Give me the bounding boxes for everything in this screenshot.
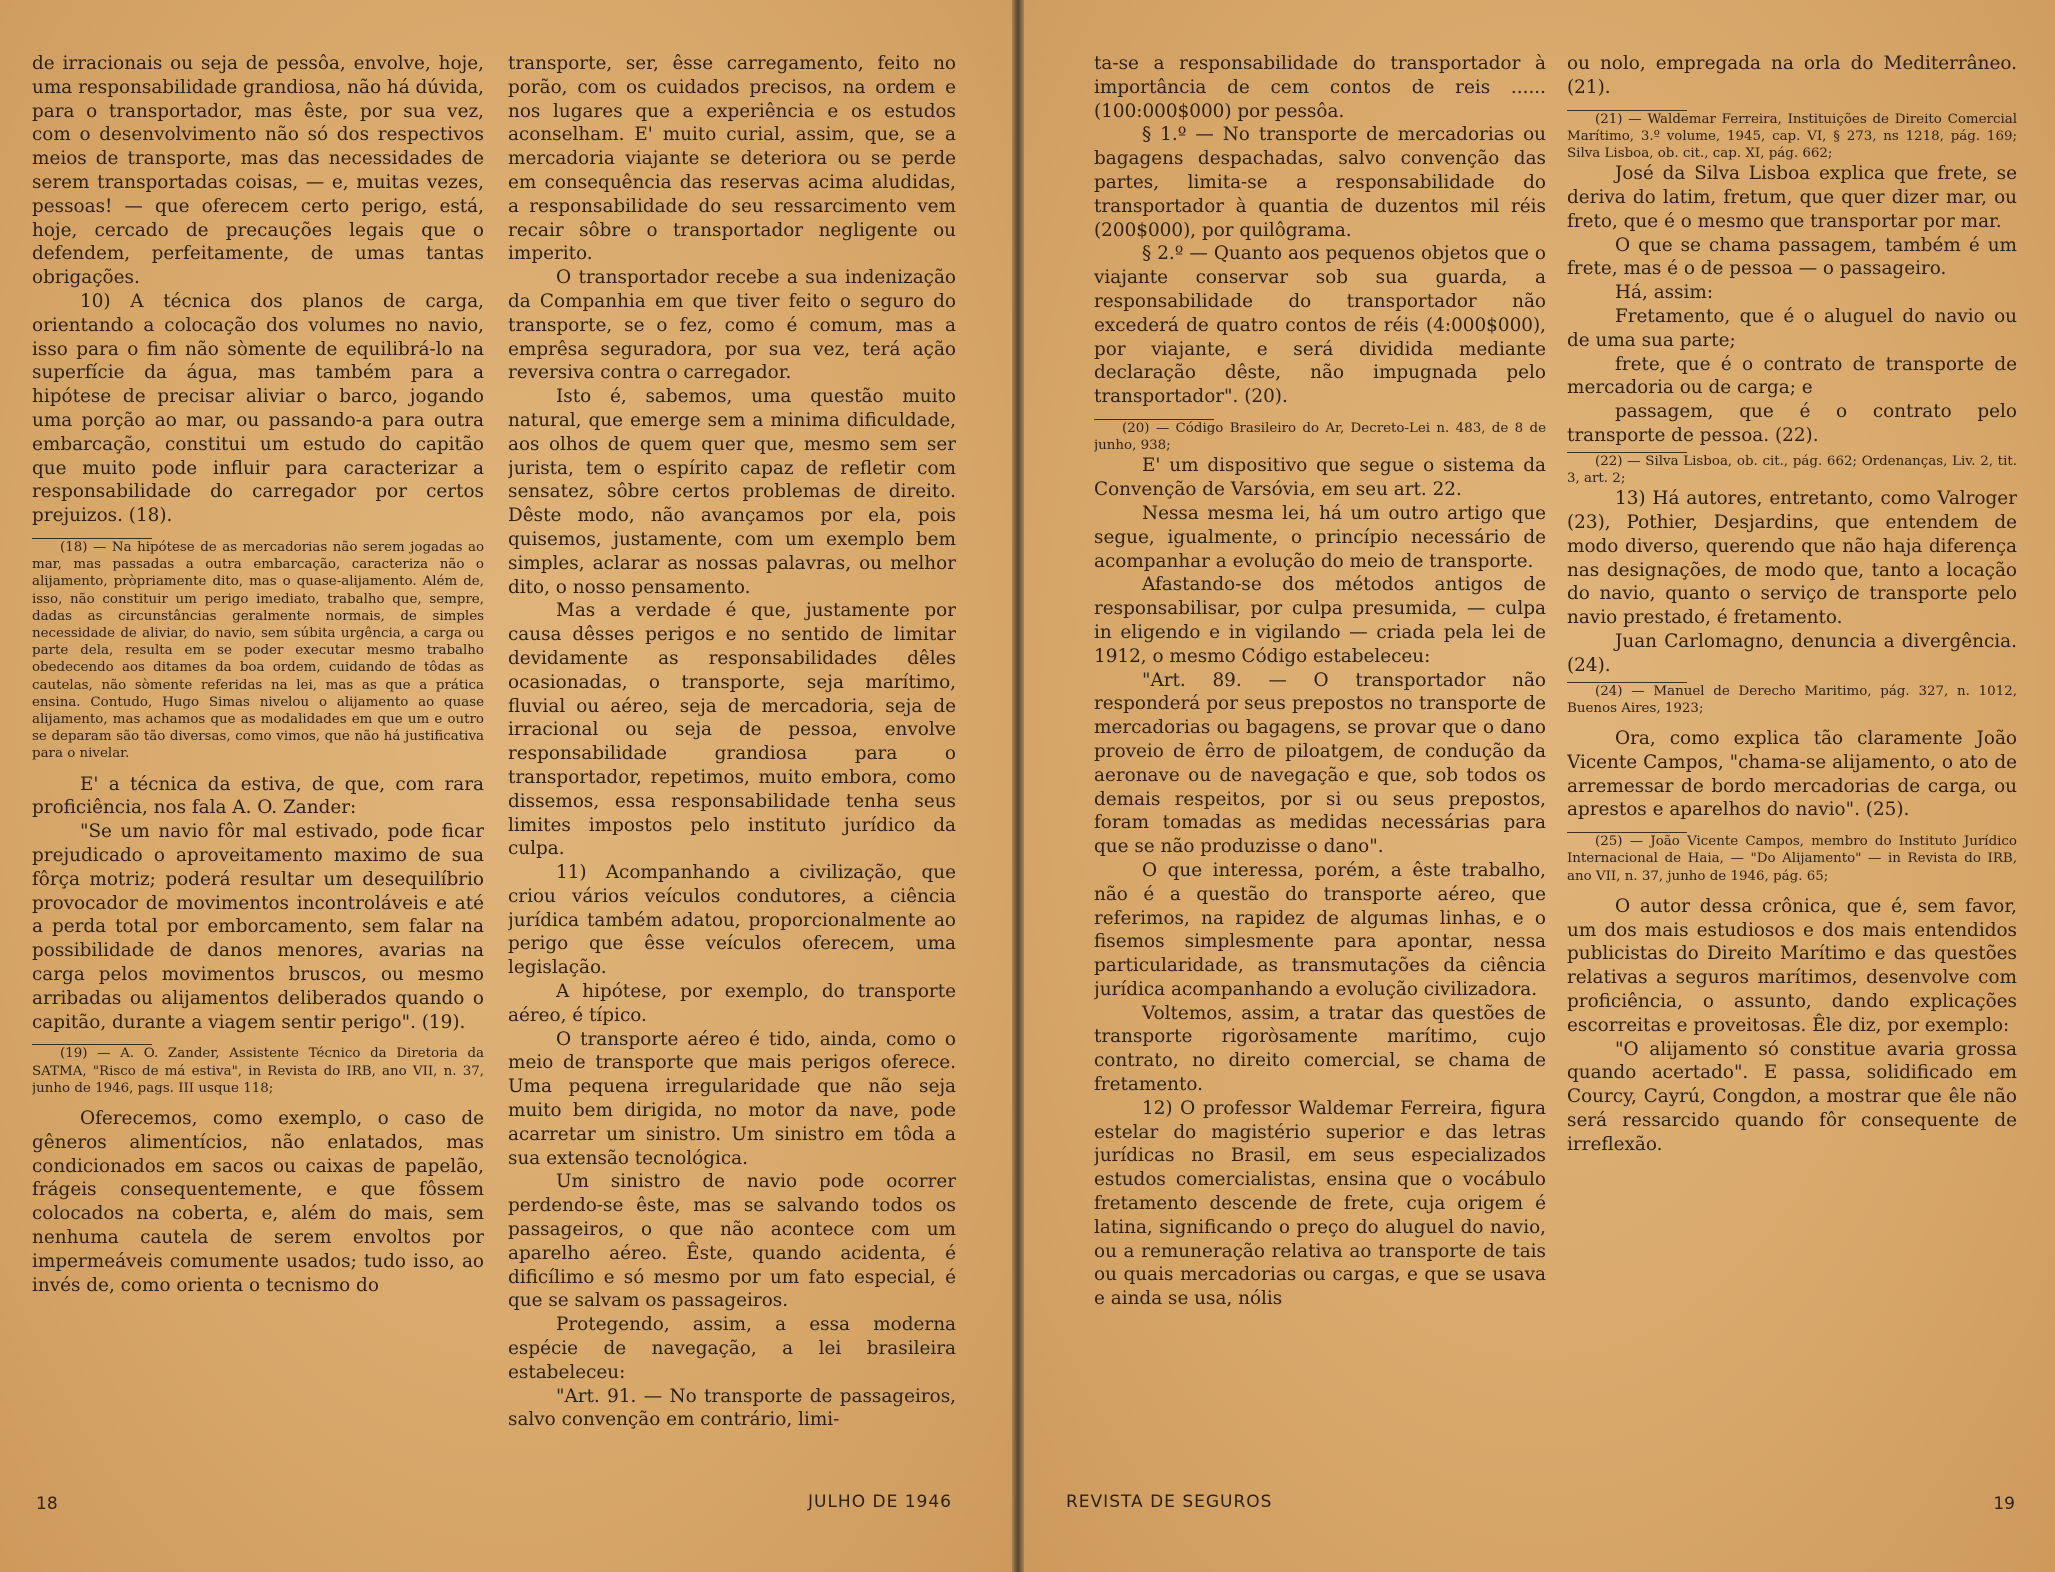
paragraph: O que se chama passagem, também é um frete, mas é o de pessoa — o passageiro. (1567, 234, 2017, 280)
paragraph: Nessa mesma lei, há um outro artigo que segue, igualmente, o princípio necessário de acompanhar a evolução do meio de transporte. (1094, 502, 1546, 572)
right-page (1024, 0, 2055, 1572)
paragraph: 11) Acompanhando a civilização, que criou vários veículos condutores, a ciência jurídica também adatou, proporcionalmente ao perigo que êsse veículos oferecem, uma legislação. (508, 862, 956, 979)
paragraph: de irracionais ou seja de pessôa, envolve, hoje, uma responsabilidade grandiosa, não há dúvida, para o transportador, mas êste, por sua vez, com o desenvolvimento não só dos respectivos meios de transporte, mas das necessidades de serem transportadas coisas, — e, muitas vezes, pessoas! — que oferecem certo perigo, está, hoje, cercado de precauções legais que o defendem, perfeitamente, de umas tantas obrigações. (32, 53, 484, 289)
paragraph: Mas a verdade é que, justamente por causa dêsses perigos e no sentido de limitar devidamente as responsabilidades dêles ocasionadas, o transporte, seja marítimo, fluvial ou aéreo, seja de mercadoria, seja de irracional ou seja de pessoa, envolve responsabilidade grandiosa para o transportador, repetimos, muito embora, como dissemos, essa responsabilidade tenha seus limites impostos pelo instituto jurídico da culpa. (508, 600, 956, 860)
footer-magazine-title: REVISTA DE SEGUROS (1066, 1492, 1273, 1512)
paragraph: O autor dessa crônica, que é, sem favor, um dos mais estudiosos e dos mais entendidos publicistas do Direito Marítimo e das questões relativas a seguros marítimos, desenvolve com proficiência, o assunto, dando explicações escorreitas e proveitosas. Êle diz, por exemplo: (1567, 895, 2017, 1036)
paragraph: Voltemos, assim, a tratar das questões de transporte rigoròsamente marítimo, cujo contrato, no direito comercial, se chama de fretamento. (1094, 1002, 1546, 1096)
paragraph: 10) A técnica dos planos de carga, orientando a colocação dos volumes no navio, isso para o fim não sòmente de equilibrá-lo na superfície da água, mas também para a hipótese de precisar aliviar o barco, jogando uma porção ao mar, ou passando-a para outra embarcação, constitui um estudo do capitão que muito pode influir para caracterizar a responsabilidade do carregador por certos prejuizos. (18). (32, 290, 484, 527)
paragraph: Há, assim: (1615, 282, 1714, 304)
paragraph: E' a técnica da estiva, de que, com rara proficiência, nos fala A. O. Zander: (32, 773, 484, 819)
right-column-2 (1567, 52, 2017, 1157)
paragraph: O transporte aéreo é tido, ainda, como o meio de transporte que mais perigos oferece. Uma pequena irregularidade que não seja muito bem dirigida, no motor da nave, pode acarretar um sinistro. Um sinistro em tôda a sua extensão tecnológica. (508, 1028, 956, 1169)
paragraph: Oferecemos, como exemplo, o caso de gêneros alimentícios, não enlatados, mas condicionados em sacos ou caixas de papelão, frágeis consequentemente, e que fôssem colocados na coberta, e, além do mais, sem nenhuma cautela de serem envoltos por impermeáveis comumente usados; tudo isso, ao invés de, como orienta o tecnismo do (32, 1107, 484, 1296)
paragraph: Isto é, sabemos, uma questão muito natural, que emerge sem a minima dificuldade, aos olhos de quem quer que, mesmo sem ser jurista, tem o espírito capaz de refletir com sensatez, sôbre certos problemas de direito. Dêste modo, não avançamos por ela, pois quisemos, justamente, com um exemplo bem simples, aclarar as nossas palavras, ou melhor dito, o nosso pensamento. (508, 386, 956, 598)
paragraph: ou nolo, empregada na orla do Mediterrâneo. (21). (1567, 53, 2017, 98)
quote-paragraph: "Art. 89. — O transportador não responderá por seus prepostos no transporte de mercadorias ou bagagens, se provar que o dano proveio de êrro de piloatgem, de condução da aeronave ou de navegação e que, sob todos os demais respeitos, por si ou seus prepostos, foram tomadas as medidas necessárias para que se não produzisse o dano". (1094, 669, 1546, 858)
left-column-1 (32, 52, 484, 1297)
page-number: 18 (36, 1494, 58, 1514)
paragraph: Ora, como explica tão claramente João Vicente Campos, "chama-se alijamento, o ato de arremessar de bordo mercadorias de carga, ou aprestos e aparelhos do navio". (25). (1567, 727, 2017, 821)
quote-paragraph: "Art. 91. — No transporte de passageiros, salvo convenção em contrário, limi- (508, 1385, 956, 1431)
paragraph: 13) Há autores, entretanto, como Valroger (23), Pothier, Desjardins, que entendem de modo diverso, querendo que não haja diferença nas designações, de modo que, tanto a locação do navio, quanto o serviço de transporte pelo navio prestado, é fretamento. (1567, 488, 2017, 629)
paragraph: Um sinistro de navio pode ocorrer perdendo-se êste, mas se salvando todos os passageiros, o que não acontece com um aparelho aéreo. Êste, quando acidenta, é dificílimo e só mesmo por um fato especial, é que se salvam os passageiros. (508, 1171, 956, 1312)
paragraph: José da Silva Lisboa explica que frete, se deriva do latim, fretum, que quer dizer mar, ou freto, que é o mesmo que transportar por mar. (1567, 163, 2017, 232)
paragraph: A hipótese, por exemplo, do transporte aéreo, é típico. (508, 981, 956, 1026)
paragraph: § 1.º — No transporte de mercadorias ou bagagens despachadas, salvo convenção das partes, limita-se a responsabilidade do transportador à quantia de duzentos mil réis (200$000), por quilôgrama. (1094, 124, 1546, 241)
page-number: 19 (1993, 1494, 2015, 1514)
footer-date: JULHO DE 1946 (808, 1492, 952, 1512)
footnote-24: (24) — Manuel de Derecho Maritimo, pág. 327, n. 1012, Buenos Aires, 1923; (1567, 683, 2017, 716)
paragraph: ta-se a responsabilidade do transportador à importância de cem contos de reis ...... (100:000$000) por pessôa. (1094, 53, 1546, 122)
paragraph: passagem, que é o contrato pelo transporte de pessoa. (22). (1567, 401, 2017, 446)
paragraph: Juan Carlomagno, denuncia a divergência. (24). (1567, 630, 2017, 676)
footnote-21: (21) — Waldemar Ferreira, Instituições de Direito Comercial Marítimo, 3.º volume, 1945, cap. VI, § 273, ns 1218, pág. 169; Silva Lisboa, ob. cit., cap. XI, pág. 662; (1567, 111, 2017, 161)
paragraph: frete, que é o contrato de transporte de mercadoria ou de carga; e (1567, 353, 2017, 399)
paragraph: 12) O professor Waldemar Ferreira, figura estelar do magistério superior e das letras jurídicas no Brasil, em seus especializados estudos comercialistas, ensina que o vocábulo fretamento descende de frete, cuja origem é latina, significando o preço do aluguel do navio, ou a remuneração relativa ao transporte de tais ou quais mercadorias ou cargas, e que se usava e ainda se usa, nólis (1094, 1097, 1546, 1310)
quote-paragraph: "O alijamento só constitue avaria grossa quando acertado". E passa, solidificado em Courcy, Cayrú, Congdon, a mostrar que êle não será ressarcido quando fôr consequente de irreflexão. (1567, 1038, 2017, 1155)
left-column-2 (508, 52, 956, 1432)
binding-gutter (1012, 0, 1024, 1572)
quote-paragraph: "Se um navio fôr mal estivado, pode ficar prejudicado o aproveitamento maximo de sua fôrça motriz; poderá resultar um desequilíbrio provocador de movimentos incontroláveis e até a perda total por emborcamento, sem falar na possibilidade de danos menores, avarias na carga pelos movimentos bruscos, ou mesmo arribadas ou alijamentos deliberados quando o capitão, durante a viagem sentir perigo". (19). (32, 821, 484, 1033)
footnote-25: (25) — João Vicente Campos, membro do Instituto Jurídico Internacional de Haia, — "Do Alijamento" — in Revista do IRB, ano VII, n. 37, junho de 1946, pág. 65; (1567, 834, 2017, 884)
footnote-19: (19) — A. O. Zander, Assistente Técnico da Diretoria da SATMA, "Risco de má estiva", in Revista do IRB, ano VII, n. 37, junho de 1946, pags. III usque 118; (32, 1046, 484, 1096)
footnote-18: (18) — Na hipótese de as mercadorias não serem jogadas ao mar, mas passadas a outra embarcação, caracteriza não o alijamento, pròpriamente dito, mas o quase-alijamento. Além de, isso, não constituir um perigo imediato, trabalho que, sempre, dadas as circunstâncias geralmente normais, de simples necessidade de aliviar, do navio, sem súbita urgência, a carga ou parte dela, resulta em se poder executar mesmo trabalho obedecendo aos ditames da boa ordem, cuidando de tôdas as cautelas, não sòmente referidas na lei, mas as que a prática ensina. Contudo, Hugo Simas nivelou o alijamento ao quase alijamento, mas achamos que as modalidades em que um e outro se deparam são tão diversas, como vimos, que não há justificativa para o nivelar. (32, 539, 484, 762)
paragraph: Fretamento, que é o aluguel do navio ou de uma sua parte; (1567, 305, 2017, 351)
paragraph: § 2.º — Quanto aos pequenos objetos que o viajante conservar sob sua guarda, a responsabilidade do transportador não excederá de quatro contos de réis (4:000$000), por viajante, e será dividida mediante declaração dêste, não impugnada pelo transportador". (20). (1094, 243, 1546, 408)
right-column-1 (1094, 52, 1546, 1311)
paragraph: Protegendo, assim, a essa moderna espécie de navegação, a lei brasileira estabeleceu: (508, 1314, 956, 1383)
footnote-20: (20) — Código Brasileiro do Ar, Decreto-Lei n. 483, de 8 de junho, 938; (1094, 420, 1546, 454)
left-page (0, 0, 1012, 1572)
paragraph: Afastando-se dos métodos antigos de responsabilisar, por culpa presumida, — culpa in eligendo e in vigilando — criada pela lei de 1912, o mesmo Código estabeleceu: (1094, 574, 1546, 667)
paragraph: transporte, ser, êsse carregamento, feito no porão, com os cuidados precisos, na ordem e nos lugares que a experiência e os estudos aconselham. E' muito curial, assim, que, se a mercadoria viajante se deteriora ou se perde em consequência das reservas acima aludidas, a responsabilidade do seu ressarcimento vem recair sôbre o transportador negligente ou imperito. (508, 53, 956, 265)
paragraph: O que interessa, porém, a êste trabalho, não é a questão do transporte aéreo, que referimos, na rapidez de algumas linhas, e o fisemos simplesmente para apontar, nessa particularidade, as transmutações da ciência jurídica acompanhando a evolução civilizadora. (1094, 859, 1546, 1000)
footnote-22: (22) — Silva Lisboa, ob. cit., pág. 662; Ordenanças, Liv. 2, tit. 3, art. 2; (1567, 453, 2017, 486)
paragraph: E' um dispositivo que segue o sistema da Convenção de Varsóvia, em seu art. 22. (1094, 455, 1546, 501)
paragraph: O transportador recebe a sua indenização da Companhia em que tiver feito o seguro do transporte, se o fez, como é comum, mas a emprêsa seguradora, por sua vez, terá ação reversiva contra o carregador. (508, 267, 956, 384)
